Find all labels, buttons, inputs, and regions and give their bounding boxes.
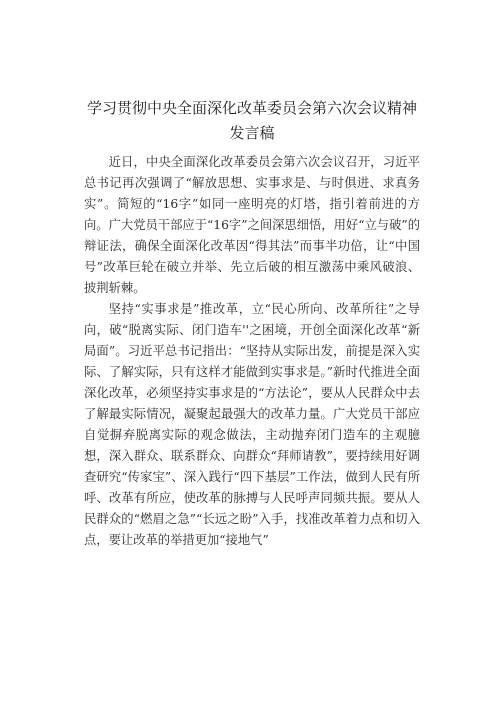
document-body bbox=[84, 152, 420, 551]
paragraph-2: 坚持“实事求是”推改革，立“民心所向、改革所往”之导向，破“脱离实际、闭门造车''之困境，开创全面深化改革“新局面”。习近平总书记指出：“坚持从实际出发，前提是深入实际、了解实际，只有这样才能做到实事求是。”新时代推进全面深化改革，必须坚持实事求是的“方法论”，要从人民群众中去了解最实际情况，凝聚起最强大的改革力量。广大党员干部应自觉摒弃脱离实际的观念做法，主动抛弃闭门造车的主观臆想，深入群众、联系群众、向群众“拜师请教”，要持续用好调查研究“传家宝”、深入践行“四下基层”工作法，做到人民有所呼、改革有所应，使改革的脉搏与人民呼声同频共振。要从人民群众的“燃眉之急”“长远之盼”入手，找准改革着力点和切入点，要让改革的举措更加“接地气” bbox=[84, 302, 420, 547]
paragraph-1: 近日，中央全面深化改革委员会第六次会议召开，习近平总书记再次强调了“解放思想、实事求是、与时俱进、求真务实”。简短的“16字”如同一座明亮的灯塔，指引着前进的方向。广大党员干部应于“16字”之间深思细悟，用好“立与破”的辩证法，确保全面深化改革因“得其法”而事半功倍，让“中国号”改革巨轮在破立并举、先立后破的相互激荡中乘风破浪、披荆斩棘。 bbox=[84, 155, 420, 295]
document-title: 学习贯彻中央全面深化改革委员会第六次会议精神发言稿 bbox=[86, 99, 417, 142]
